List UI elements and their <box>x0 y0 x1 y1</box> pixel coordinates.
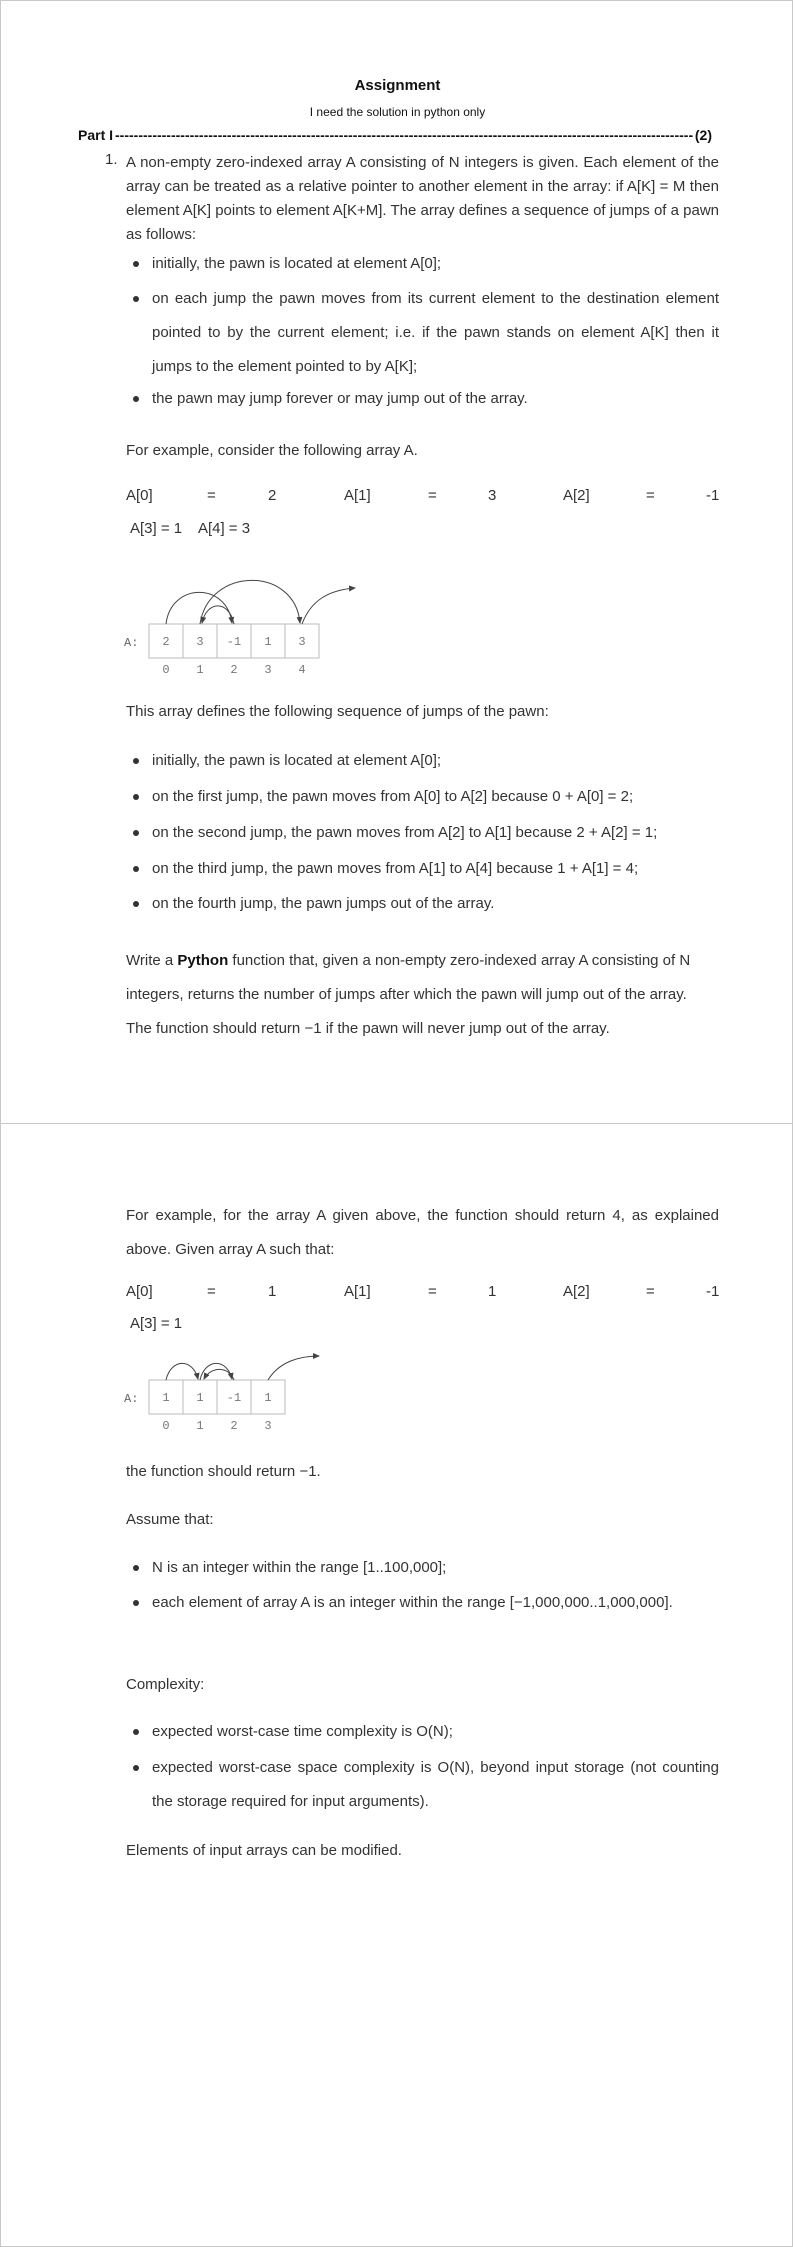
assumption-item: each element of array A is an integer within the range [−1,000,000..1,000,000]. <box>152 1586 719 1620</box>
bullet-dot <box>133 1729 139 1735</box>
rule-item: initially, the pawn is located at element A[0]; <box>152 247 719 281</box>
document-title: Assignment <box>354 77 441 94</box>
part-divider <box>115 127 693 143</box>
bullet-dot <box>133 296 139 302</box>
array-label: A: <box>124 636 139 650</box>
bullet-dot <box>133 794 139 800</box>
array-diagram-2 <box>119 1352 339 1462</box>
part-heading <box>78 127 712 143</box>
complexity-heading: Complexity: <box>126 1676 205 1693</box>
bullet-dot <box>133 901 139 907</box>
question-intro: A non-empty zero-indexed array A consisting of N integers is given. Each element of the array can be treated as a relative pointer to another element in the array: if A[K] = M then element A[K] points to element A[K+M]. The array defines a sequence of jumps of a pawn as follows: <box>126 154 719 243</box>
jump-arrow <box>166 592 232 624</box>
array-value: -1 <box>226 1391 242 1405</box>
task-description <box>126 944 719 1046</box>
document-page-1 <box>0 0 793 1124</box>
jump-arrow <box>268 1356 319 1380</box>
sequence-intro: This array defines the following sequence of jumps of the pawn: <box>126 703 549 720</box>
complexity-item: expected worst-case space complexity is O(N), beyond input storage (not counting the storage required for input arguments). <box>152 1751 719 1819</box>
array-label: A: <box>124 1392 139 1406</box>
rule-item: on each jump the pawn moves from its current element to the destination element pointed to by the current element; i.e. if the pawn stands on element A[K] then it jumps to the element pointed to by A[K]; <box>152 282 719 384</box>
document-page-2 <box>0 1123 793 2247</box>
sequence-item: on the second jump, the pawn moves from A[2] to A[1] because 2 + A[2] = 1; <box>152 816 719 850</box>
array-value: -1 <box>226 635 242 649</box>
bullet-dot <box>133 261 139 267</box>
array-value: 1 <box>196 1391 204 1405</box>
array-index: 4 <box>298 663 306 677</box>
array-index: 3 <box>264 1419 272 1433</box>
example-intro: For example, consider the following array A. <box>126 442 418 459</box>
example2-intro: For example, for the array A given above, the function should return 4, as explained above. Given array A such that: <box>126 1207 719 1258</box>
bullet-dot <box>133 758 139 764</box>
array-index: 0 <box>162 663 170 677</box>
task-line3: The function should return −1 if the pawn will never jump out of the array. <box>126 1020 610 1037</box>
bullet-dot <box>133 1765 139 1771</box>
jump-arrow <box>204 1369 234 1380</box>
complexity-item: expected worst-case time complexity is O(N); <box>152 1715 719 1749</box>
array-index: 1 <box>196 1419 204 1433</box>
task-line2: integers, returns the number of jumps after which the pawn will jump out of the array. <box>126 986 687 1003</box>
array-value: 1 <box>264 1391 272 1405</box>
array-diagram-1 <box>119 564 369 684</box>
example1-row2: A[3] = 1 A[4] = 3 <box>130 520 251 537</box>
sequence-item: on the first jump, the pawn moves from A[0] to A[2] because 0 + A[0] = 2; <box>152 780 719 814</box>
task-prefix: Write a <box>126 952 174 969</box>
array-index: 2 <box>230 1419 238 1433</box>
array-value: 3 <box>298 635 306 649</box>
task-line1: function that, given a non-empty zero-indexed array A consisting of N <box>232 952 691 969</box>
array-value: 1 <box>264 635 272 649</box>
example2-row1: A[0] = 1 A[1] = 1 A[2] = -1 <box>126 1283 720 1300</box>
assumption-item: N is an integer within the range [1..100,000]; <box>152 1551 719 1585</box>
sequence-item: on the third jump, the pawn moves from A[1] to A[4] because 1 + A[1] = 4; <box>152 852 719 886</box>
bullet-dot <box>133 1600 139 1606</box>
footer-note: Elements of input arrays can be modified. <box>126 1842 402 1859</box>
array-index: 2 <box>230 663 238 677</box>
sequence-item: on the fourth jump, the pawn jumps out of the array. <box>152 887 719 921</box>
jump-arrow <box>202 606 234 624</box>
array-value: 3 <box>196 635 204 649</box>
example1-row1: A[0] = 2 A[1] = 3 A[2] = -1 <box>126 487 720 504</box>
python-keyword: Python <box>177 952 229 969</box>
array-index: 0 <box>162 1419 170 1433</box>
bullet-dot <box>133 830 139 836</box>
array-value: 1 <box>162 1391 170 1405</box>
sequence-item: initially, the pawn is located at element A[0]; <box>152 744 719 778</box>
jump-arrow <box>200 580 300 624</box>
jump-arrow <box>302 588 355 624</box>
example2-result: the function should return −1. <box>126 1463 321 1480</box>
rule-item: the pawn may jump forever or may jump out of the array. <box>152 382 719 416</box>
document-subtitle: I need the solution in python only <box>309 105 486 119</box>
part-label: Part I <box>78 127 114 143</box>
example2-row2: A[3] = 1 <box>130 1315 183 1332</box>
array-index: 1 <box>196 663 204 677</box>
array-value: 2 <box>162 635 170 649</box>
bullet-dot <box>133 396 139 402</box>
question-number: 1. <box>105 151 118 168</box>
part-points: (2) <box>694 127 712 143</box>
bullet-dot <box>133 1565 139 1571</box>
array-index: 3 <box>264 663 272 677</box>
assume-heading: Assume that: <box>126 1511 214 1528</box>
jump-arrow <box>166 1363 198 1380</box>
bullet-dot <box>133 866 139 872</box>
